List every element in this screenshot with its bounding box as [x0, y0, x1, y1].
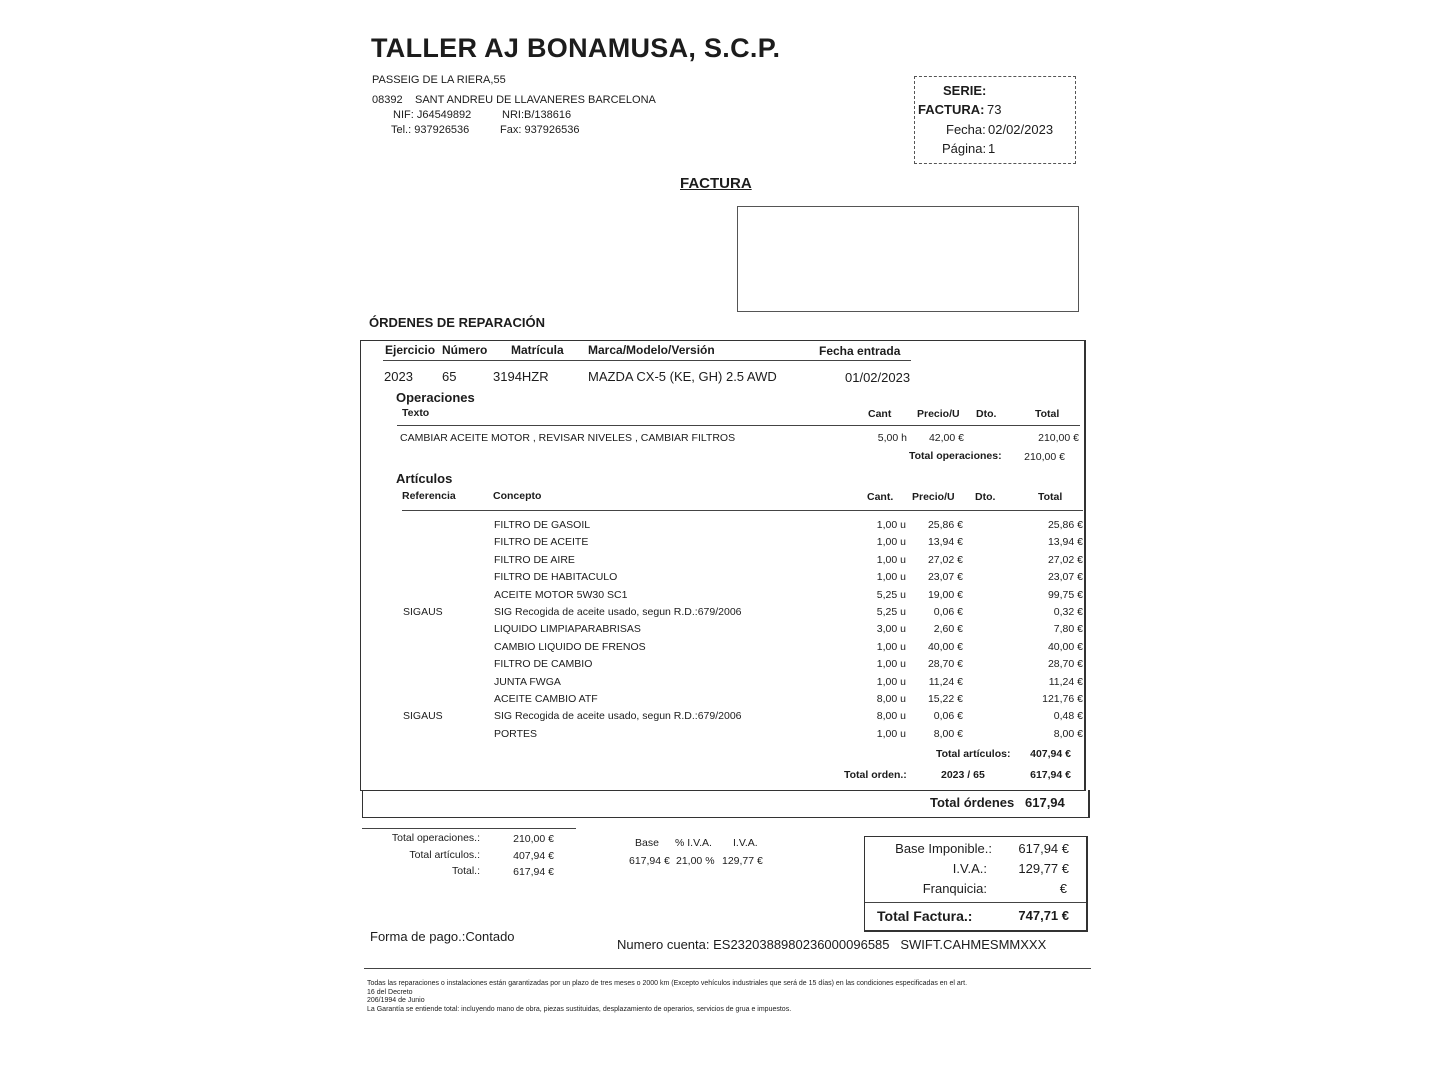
- op-col-cant: Cant: [868, 408, 892, 420]
- legal-line-1: Todas las reparaciones o instalaciones están garantizadas por un plazo de tres meses o 2000 km (Excepto vehículos industriales que será de 15 días) en las condiciones especificadas en el art.: [367, 980, 968, 987]
- article-concepto: ACEITE MOTOR 5W30 SC1: [494, 588, 628, 601]
- article-reference: SIGAUS: [403, 710, 443, 723]
- iva-amount-value: 129,77 €: [722, 855, 763, 867]
- iva-label: I.V.A.:: [952, 861, 987, 876]
- article-precio: 19,00 €: [927, 588, 963, 601]
- article-row: [0, 536, 1440, 553]
- article-concepto: LIQUIDO LIMPIAPARABRISAS: [494, 623, 641, 636]
- total-ordenes-label: Total órdenes: [930, 795, 1015, 810]
- franquicia-label: Franquicia:: [922, 881, 987, 896]
- op-precio: 42,00 €: [928, 432, 964, 444]
- legal-terms: [367, 980, 1082, 1014]
- article-precio: 25,86 €: [927, 519, 963, 531]
- art-col-total: Total: [1038, 491, 1063, 503]
- footer-divider: [364, 968, 1091, 969]
- article-precio: 27,02 €: [927, 553, 963, 566]
- legal-line-2: 16 del Decreto: [367, 988, 413, 996]
- col-ejercicio: Ejercicio: [385, 343, 436, 357]
- article-row: [0, 589, 1440, 606]
- op-col-dto: Dto.: [976, 408, 997, 420]
- order-fecha: 01/02/2023: [845, 370, 911, 385]
- article-total: 8,00 €: [1053, 727, 1083, 740]
- document-title: FACTURA: [680, 175, 752, 192]
- col-numero: Número: [442, 343, 488, 357]
- art-col-ref: Referencia: [402, 490, 456, 502]
- factura-label: FACTURA:: [918, 102, 985, 117]
- article-concepto: FILTRO DE GASOIL: [494, 519, 591, 531]
- iva-col-pct: % I.V.A.: [675, 837, 712, 849]
- article-concepto: CAMBIO LIQUIDO DE FRENOS: [494, 640, 646, 653]
- iva-value: 129,77 €: [1018, 861, 1069, 876]
- article-total: 99,75 €: [1047, 588, 1083, 601]
- article-total: 0,32 €: [1053, 606, 1083, 618]
- summary-op-value: 210,00 €: [513, 833, 554, 845]
- article-cant: 1,00 u: [876, 571, 906, 584]
- article-row: [0, 710, 1440, 727]
- total-operaciones-value: 210,00 €: [1024, 451, 1065, 463]
- article-precio: 11,24 €: [928, 675, 963, 688]
- total-factura-value: 747,71 €: [1018, 908, 1069, 923]
- total-orden-value: 617,94 €: [1030, 769, 1071, 781]
- order-numero: 65: [442, 369, 457, 384]
- fecha-value: 02/02/2023: [988, 122, 1054, 137]
- summary-op-label: Total operaciones.:: [391, 832, 480, 844]
- order-header-divider: [383, 360, 911, 361]
- total-orden-ref: 2023 / 65: [941, 769, 985, 781]
- company-city: SANT ANDREU DE LLAVANERES BARCELONA: [415, 94, 656, 106]
- article-cant: 1,00 u: [876, 658, 906, 671]
- company-postcode: 08392: [372, 94, 403, 106]
- article-row: [0, 623, 1440, 640]
- total-factura-label: Total Factura.:: [877, 908, 973, 924]
- article-precio: 0,06 €: [933, 710, 963, 723]
- invoice-meta-box: [914, 76, 1076, 164]
- op-col-precio: Precio/U: [917, 408, 960, 420]
- total-articulos-label: Total artículos:: [936, 748, 1011, 760]
- article-row: [0, 676, 1440, 693]
- summary-art-value: 407,94 €: [513, 850, 554, 862]
- article-precio: 40,00 €: [927, 640, 963, 653]
- article-cant: 3,00 u: [876, 623, 906, 636]
- company-tel: Tel.: 937926536: [391, 124, 470, 136]
- article-concepto: FILTRO DE HABITACULO: [494, 571, 618, 584]
- iva-col-base: Base: [635, 837, 659, 849]
- op-cant: 5,00 h: [877, 432, 907, 444]
- op-texto: CAMBIAR ACEITE MOTOR , REVISAR NIVELES , CAMBIAR FILTROS: [400, 432, 736, 444]
- article-precio: 28,70 €: [927, 658, 963, 671]
- article-cant: 8,00 u: [876, 710, 906, 723]
- iva-pct-value: 21,00 %: [676, 855, 715, 867]
- operation-row: [0, 432, 1440, 449]
- factura-number: 73: [987, 102, 1002, 117]
- order-vehicle: MAZDA CX-5 (KE, GH) 2.5 AWD: [588, 369, 777, 384]
- article-cant: 1,00 u: [876, 536, 906, 549]
- company-name: TALLER AJ BONAMUSA, S.C.P.: [371, 33, 781, 63]
- art-col-dto: Dto.: [975, 491, 996, 503]
- col-matricula: Matrícula: [511, 343, 564, 357]
- article-precio: 13,94 €: [927, 536, 963, 549]
- order-ejercicio: 2023: [384, 369, 413, 384]
- article-cant: 8,00 u: [876, 693, 906, 705]
- ordenes-title: ÓRDENES DE REPARACIÓN: [369, 315, 546, 330]
- article-concepto: FILTRO DE CAMBIO: [494, 658, 593, 671]
- article-total: 28,70 €: [1047, 658, 1083, 671]
- total-orden-label: Total orden.:: [844, 769, 907, 781]
- total-ordenes-value: 617,94: [1025, 795, 1065, 810]
- company-nri: NRI:B/138616: [502, 109, 572, 121]
- pagina-label: Página:: [942, 141, 987, 156]
- summary-total-label: Total.:: [451, 865, 480, 877]
- total-operaciones-label: Total operaciones:: [909, 450, 1002, 462]
- art-col-cant: Cant.: [867, 491, 894, 503]
- article-concepto: FILTRO DE AIRE: [494, 553, 575, 566]
- summary-art-label: Total artículos.:: [409, 849, 480, 861]
- article-concepto: JUNTA FWGA: [494, 675, 561, 688]
- article-reference: SIGAUS: [403, 606, 443, 618]
- article-row: [0, 658, 1440, 675]
- company-fax: Fax: 937926536: [500, 124, 580, 136]
- article-total: 25,86 €: [1047, 519, 1083, 531]
- article-precio: 15,22 €: [927, 693, 963, 705]
- base-imponible-label: Base Imponible.:: [895, 841, 992, 856]
- article-concepto: PORTES: [494, 727, 537, 740]
- art-header-divider: [402, 510, 1083, 511]
- op-total: 210,00 €: [1038, 432, 1079, 444]
- article-row: [0, 554, 1440, 571]
- article-total: 40,00 €: [1047, 640, 1083, 653]
- article-precio: 23,07 €: [927, 571, 963, 584]
- totals-divider: [865, 902, 1086, 903]
- article-precio: 8,00 €: [933, 727, 963, 740]
- pagina-value: 1: [988, 141, 996, 156]
- article-total: 121,76 €: [1042, 693, 1083, 705]
- op-col-texto: Texto: [402, 407, 430, 419]
- company-street: PASSEIG DE LA RIERA,55: [372, 74, 506, 86]
- article-row: [0, 606, 1440, 623]
- op-col-total: Total: [1035, 408, 1060, 420]
- op-header-divider: [397, 425, 1080, 426]
- summary-divider: [362, 828, 576, 829]
- total-articulos-value: 407,94 €: [1030, 748, 1071, 760]
- franquicia-value: €: [1059, 881, 1067, 896]
- article-total: 7,80 €: [1053, 623, 1083, 636]
- fecha-label: Fecha:: [946, 122, 986, 137]
- operaciones-title: Operaciones: [396, 390, 475, 405]
- article-cant: 1,00 u: [876, 553, 906, 566]
- articulos-title: Artículos: [396, 471, 453, 486]
- article-precio: 0,06 €: [933, 606, 963, 618]
- legal-line-3: 206/1994 de Junio: [367, 997, 425, 1005]
- article-cant: 1,00 u: [876, 640, 906, 653]
- article-concepto: SIG Recogida de aceite usado, segun R.D.:679/2006: [494, 710, 742, 723]
- article-precio: 2,60 €: [933, 623, 963, 636]
- summary-total-value: 617,94 €: [513, 866, 554, 878]
- legal-line-4: La Garantía se entiende total: incluyendo mano de obra, piezas sustituidas, desplazamiento de operarios, servicios de grua e impuestos.: [367, 1005, 792, 1013]
- forma-pago: Forma de pago.:Contado: [370, 929, 515, 944]
- article-row: [0, 693, 1440, 710]
- article-total: 13,94 €: [1047, 536, 1083, 549]
- article-row: [0, 728, 1440, 745]
- numero-cuenta: Numero cuenta: ES2320388980236000096585 SWIFT.CAHMESMMXXX: [617, 937, 1047, 952]
- iva-base-value: 617,94 €: [629, 855, 670, 867]
- company-nif: NIF: J64549892: [393, 109, 472, 121]
- serie-label: SERIE:: [943, 83, 987, 98]
- article-cant: 1,00 u: [876, 727, 906, 740]
- base-imponible-value: 617,94 €: [1018, 841, 1069, 856]
- article-total: 11,24 €: [1048, 675, 1083, 688]
- art-col-concepto: Concepto: [493, 490, 542, 502]
- order-matricula: 3194HZR: [493, 369, 549, 384]
- article-cant: 5,25 u: [876, 606, 906, 618]
- article-row: [0, 571, 1440, 588]
- article-concepto: ACEITE CAMBIO ATF: [494, 693, 598, 705]
- client-address-box: [737, 206, 1079, 312]
- article-row: [0, 641, 1440, 658]
- article-cant: 1,00 u: [876, 675, 906, 688]
- art-col-precio: Precio/U: [912, 491, 955, 503]
- article-total: 0,48 €: [1053, 710, 1083, 723]
- article-concepto: FILTRO DE ACEITE: [494, 536, 589, 549]
- article-cant: 5,25 u: [876, 588, 906, 601]
- col-fecha-entrada: Fecha entrada: [819, 344, 901, 358]
- article-total: 23,07 €: [1047, 571, 1083, 584]
- article-total: 27,02 €: [1047, 553, 1083, 566]
- article-row: [0, 519, 1440, 536]
- col-marca: Marca/Modelo/Versión: [588, 343, 715, 357]
- iva-col-iva: I.V.A.: [733, 837, 758, 849]
- article-cant: 1,00 u: [876, 519, 906, 531]
- article-concepto: SIG Recogida de aceite usado, segun R.D.:679/2006: [494, 606, 742, 618]
